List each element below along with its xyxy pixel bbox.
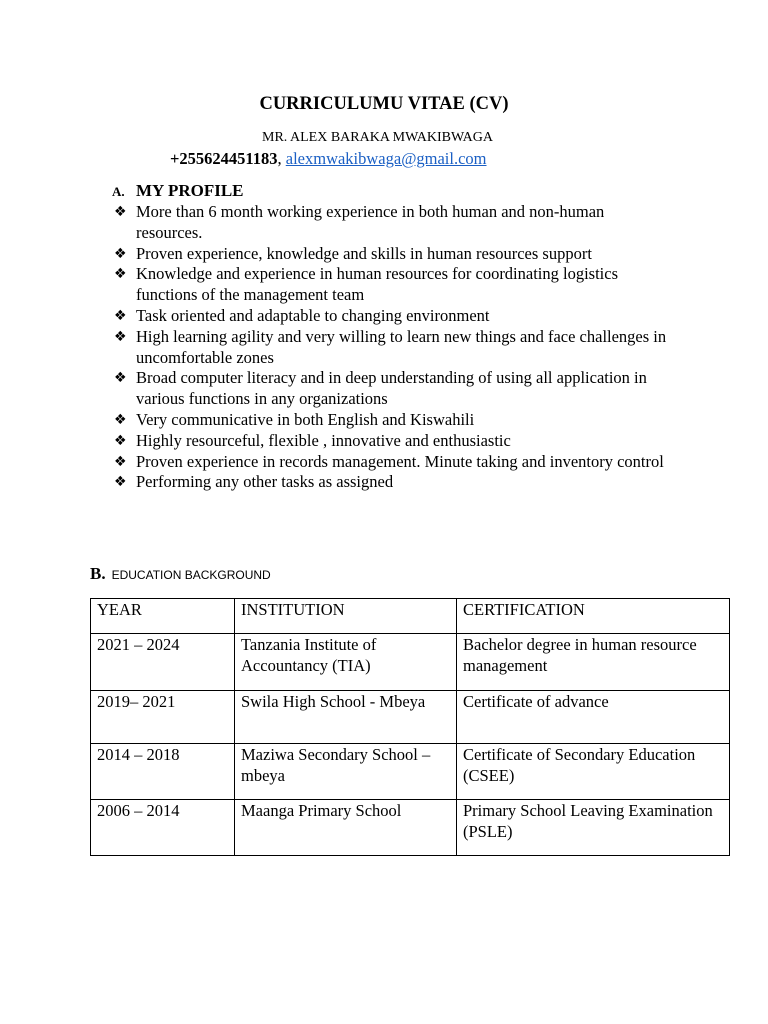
table-row	[91, 800, 730, 856]
profile-item-text: Very communicative in both English and Kiswahili	[136, 409, 475, 429]
cell-year: 2006 – 2014	[91, 800, 235, 856]
cell-institution: Swila High School - Mbeya	[235, 691, 457, 744]
phone-number: +255624451183	[170, 149, 278, 168]
candidate-name: MR. ALEX BARAKA MWAKIBWAGA	[262, 130, 494, 145]
cell-year: 2021 – 2024	[91, 634, 235, 691]
diamond-bullet-icon: ❖	[114, 474, 127, 491]
contact-line	[170, 149, 487, 169]
column-header-year: YEAR	[91, 599, 235, 634]
cell-institution: Maziwa Secondary School – mbeya	[235, 744, 457, 800]
list-item	[112, 431, 672, 452]
list-item	[112, 368, 672, 410]
email-link[interactable]: alexmwakibwaga@gmail.com	[285, 149, 487, 168]
cell-certification: Primary School Leaving Examination (PSLE)	[457, 800, 730, 856]
list-item	[112, 244, 672, 265]
profile-item-text: Proven experience, knowledge and skills in human resources support	[136, 243, 592, 263]
section-a-title: MY PROFILE	[136, 181, 244, 200]
profile-item-text: High learning agility and very willing to learn new things and face challenges in uncomfortable zones	[136, 326, 667, 367]
list-item	[112, 306, 672, 327]
diamond-bullet-icon: ❖	[114, 411, 127, 428]
list-item	[112, 472, 672, 493]
section-b-heading	[90, 564, 271, 584]
diamond-bullet-icon: ❖	[114, 370, 127, 387]
list-item	[112, 452, 672, 473]
diamond-bullet-icon: ❖	[114, 328, 127, 345]
section-a-heading	[112, 181, 244, 201]
list-item	[112, 264, 672, 306]
profile-item-text: More than 6 month working experience in both human and non-human resources.	[136, 202, 605, 242]
column-header-certification: CERTIFICATION	[457, 599, 730, 634]
table-row	[91, 634, 730, 691]
cell-certification: Bachelor degree in human resource management	[457, 634, 730, 691]
list-item	[112, 202, 672, 244]
profile-list	[112, 202, 672, 493]
diamond-bullet-icon: ❖	[114, 266, 127, 283]
profile-item-text: Highly resourceful, flexible , innovative and enthusiastic	[136, 430, 511, 450]
profile-item-text: Broad computer literacy and in deep understanding of using all application in various functions in any organizations	[136, 368, 647, 409]
section-b-letter: B.	[90, 564, 106, 583]
profile-item-text: Proven experience in records management. Minute taking and inventory control	[136, 451, 664, 471]
table-header-row	[91, 599, 730, 634]
list-item	[112, 410, 672, 431]
diamond-bullet-icon: ❖	[114, 432, 127, 449]
document-title: CURRICULUMU VITAE (CV)	[259, 94, 509, 114]
diamond-bullet-icon: ❖	[114, 453, 127, 470]
education-table	[90, 598, 730, 856]
section-a-letter: A.	[112, 184, 125, 199]
diamond-bullet-icon: ❖	[114, 307, 127, 324]
cell-year: 2019– 2021	[91, 691, 235, 744]
diamond-bullet-icon: ❖	[114, 204, 127, 220]
list-item	[112, 327, 672, 369]
cell-institution: Maanga Primary School	[235, 800, 457, 856]
cell-certification: Certificate of advance	[457, 691, 730, 744]
contact-separator: ,	[277, 149, 282, 168]
cell-institution: Tanzania Institute of Accountancy (TIA)	[235, 634, 457, 691]
profile-item-text: Task oriented and adaptable to changing environment	[136, 305, 490, 325]
table-row	[91, 744, 730, 800]
profile-item-text: Performing any other tasks as assigned	[136, 472, 394, 492]
profile-item-text: Knowledge and experience in human resources for coordinating logistics functions of the management team	[136, 264, 619, 305]
diamond-bullet-icon: ❖	[114, 245, 127, 262]
table-row	[91, 691, 730, 744]
column-header-institution: INSTITUTION	[235, 599, 457, 634]
section-b-title: EDUCATION BACKGROUND	[111, 568, 271, 582]
cell-year: 2014 – 2018	[91, 744, 235, 800]
cell-certification: Certificate of Secondary Education (CSEE)	[457, 744, 730, 800]
